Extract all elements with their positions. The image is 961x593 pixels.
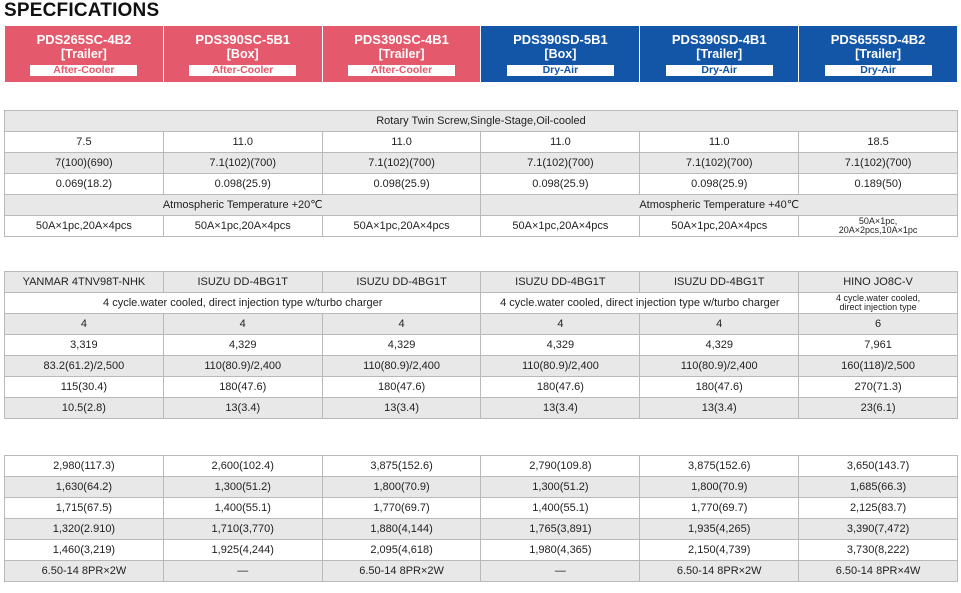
table-cell: 110(80.9)/2,400 <box>322 356 481 377</box>
table-cell: 50A×1pc,20A×4pcs <box>322 216 481 237</box>
model-tag: Dry-Air <box>666 65 773 76</box>
model-header-1 <box>5 26 164 83</box>
table-cell: 270(71.3) <box>799 377 958 398</box>
temp-left-cell: Atmospheric Temperature +20℃ <box>5 195 481 216</box>
model-tag: After-Cooler <box>348 65 455 76</box>
table-cell: 7,961 <box>799 335 958 356</box>
table-cell: 1,400(55.1) <box>163 498 322 519</box>
table-cell: 180(47.6) <box>322 377 481 398</box>
model-header-4 <box>481 26 640 83</box>
table-cell: 0.189(50) <box>799 174 958 195</box>
table-cell: 1,770(69.7) <box>322 498 481 519</box>
table-cell: 1,715(67.5) <box>5 498 164 519</box>
model-tag: Dry-Air <box>825 65 932 76</box>
table-cell: 7.1(102)(700) <box>799 153 958 174</box>
table-cell: 6.50-14 8PR×2W <box>322 561 481 582</box>
table-cell: 4 <box>5 314 164 335</box>
table-cell: 7.5 <box>5 132 164 153</box>
table-cell: 0.098(25.9) <box>163 174 322 195</box>
table-cell: 1,300(51.2) <box>163 477 322 498</box>
table-cell: 6 <box>799 314 958 335</box>
table-cell: 1,880(4,144) <box>322 519 481 540</box>
compressor-spec-table <box>4 110 958 237</box>
table-cell: 3,390(7,472) <box>799 519 958 540</box>
table-cell: ISUZU DD-4BG1T <box>163 272 322 293</box>
table-cell: 0.098(25.9) <box>640 174 799 195</box>
table-cell: 4 <box>322 314 481 335</box>
table-cell: 7(100)(690) <box>5 153 164 174</box>
model-header-5 <box>640 26 799 83</box>
table-cell: 115(30.4) <box>5 377 164 398</box>
table-cell: 1,400(55.1) <box>481 498 640 519</box>
table-cell: 4,329 <box>481 335 640 356</box>
table-cell: 2,095(4,618) <box>322 540 481 561</box>
table-cell: 1,300(51.2) <box>481 477 640 498</box>
table-cell: 1,320(2.910) <box>5 519 164 540</box>
cell-line: direct injection type <box>839 302 917 312</box>
model-type: [Trailer] <box>378 46 425 61</box>
table-cell: 50A×1pc,20A×4pcs <box>640 216 799 237</box>
dimensions-spec-table <box>4 455 958 582</box>
engine-type-right-cell: 4 cycle.water cooled, direct injection type w/turbo charger <box>481 293 799 314</box>
table-cell: 2,125(83.7) <box>799 498 958 519</box>
model-header-2 <box>163 26 322 83</box>
table-cell: 110(80.9)/2,400 <box>640 356 799 377</box>
table-cell <box>799 293 958 314</box>
table-cell: 1,980(4,365) <box>481 540 640 561</box>
table-cell: 2,790(109.8) <box>481 456 640 477</box>
model-tag: Dry-Air <box>507 65 614 76</box>
table-cell: 0.069(18.2) <box>5 174 164 195</box>
table-cell: 13(3.4) <box>640 398 799 419</box>
table-cell: 4 <box>163 314 322 335</box>
table-cell: 6.50-14 8PR×4W <box>799 561 958 582</box>
table-cell: YANMAR 4TNV98T-NHK <box>5 272 164 293</box>
table-cell: 10.5(2.8) <box>5 398 164 419</box>
table-cell: 1,630(64.2) <box>5 477 164 498</box>
model-name: PDS390SD-4B1 <box>671 31 767 47</box>
table-cell: 160(118)/2,500 <box>799 356 958 377</box>
model-name: PDS390SC-4B1 <box>354 31 449 47</box>
model-type: [Trailer] <box>60 46 107 61</box>
table-cell: HINO JO8C-V <box>799 272 958 293</box>
table-cell: 0.098(25.9) <box>481 174 640 195</box>
table-cell: 11.0 <box>481 132 640 153</box>
model-header-table <box>4 25 958 83</box>
cell-line: 4 cycle.water cooled, <box>836 293 921 303</box>
table-cell: 1,710(3,770) <box>163 519 322 540</box>
table-cell: 1,770(69.7) <box>640 498 799 519</box>
table-cell: 2,980(117.3) <box>5 456 164 477</box>
table-cell <box>799 216 958 237</box>
table-cell: 180(47.6) <box>163 377 322 398</box>
model-name: PDS390SC-5B1 <box>195 31 291 47</box>
table-cell: 13(3.4) <box>481 398 640 419</box>
table-cell: 1,460(3,219) <box>5 540 164 561</box>
cell-line: 20A×2pcs,10A×1pc <box>838 225 918 235</box>
compressor-type-cell: Rotary Twin Screw,Single-Stage,Oil-cooled <box>5 111 958 132</box>
table-cell: 7.1(102)(700) <box>640 153 799 174</box>
table-cell: 3,730(8,222) <box>799 540 958 561</box>
model-name: PDS655SD-4B2 <box>830 31 926 47</box>
temp-right-cell: Atmospheric Temperature +40℃ <box>481 195 958 216</box>
page-title: SPECFICATIONS <box>4 0 160 21</box>
table-cell: 110(80.9)/2,400 <box>163 356 322 377</box>
table-cell: 11.0 <box>163 132 322 153</box>
model-tag: After-Cooler <box>189 65 296 76</box>
table-cell: — <box>163 561 322 582</box>
table-cell: 7.1(102)(700) <box>322 153 481 174</box>
cell-line: 50A×1pc, <box>858 216 898 226</box>
table-cell: 1,800(70.9) <box>322 477 481 498</box>
table-cell: 180(47.6) <box>640 377 799 398</box>
table-cell: 180(47.6) <box>481 377 640 398</box>
table-cell: 50A×1pc,20A×4pcs <box>163 216 322 237</box>
table-cell: 4,329 <box>640 335 799 356</box>
table-cell: 3,319 <box>5 335 164 356</box>
table-cell: 1,800(70.9) <box>640 477 799 498</box>
model-type: [Box] <box>544 46 577 61</box>
model-header-3 <box>322 26 481 83</box>
table-cell: 3,875(152.6) <box>322 456 481 477</box>
table-cell: 7.1(102)(700) <box>481 153 640 174</box>
table-cell: 11.0 <box>322 132 481 153</box>
table-cell: ISUZU DD-4BG1T <box>640 272 799 293</box>
table-cell: 13(3.4) <box>163 398 322 419</box>
model-name: PDS265SC-4B2 <box>36 31 132 47</box>
model-type: [Box] <box>226 46 259 61</box>
table-cell: 2,150(4,739) <box>640 540 799 561</box>
model-type: [Trailer] <box>855 46 901 61</box>
table-cell: 1,925(4,244) <box>163 540 322 561</box>
table-cell: 110(80.9)/2,400 <box>481 356 640 377</box>
table-cell: 4,329 <box>163 335 322 356</box>
table-cell: 50A×1pc,20A×4pcs <box>481 216 640 237</box>
model-header-6 <box>799 26 958 83</box>
table-cell: — <box>481 561 640 582</box>
table-cell: 18.5 <box>799 132 958 153</box>
table-cell: 6.50-14 8PR×2W <box>5 561 164 582</box>
table-cell: 13(3.4) <box>322 398 481 419</box>
table-cell: 4 <box>640 314 799 335</box>
table-cell: 1,685(66.3) <box>799 477 958 498</box>
model-type: [Trailer] <box>696 46 743 61</box>
table-cell: 6.50-14 8PR×2W <box>640 561 799 582</box>
table-cell: 11.0 <box>640 132 799 153</box>
table-cell: 4,329 <box>322 335 481 356</box>
table-cell: 3,875(152.6) <box>640 456 799 477</box>
table-cell: 50A×1pc,20A×4pcs <box>5 216 164 237</box>
table-cell: 3,650(143.7) <box>799 456 958 477</box>
table-cell: 83.2(61.2)/2,500 <box>5 356 164 377</box>
table-cell: ISUZU DD-4BG1T <box>481 272 640 293</box>
model-tag: After-Cooler <box>30 65 137 76</box>
table-cell: 0.098(25.9) <box>322 174 481 195</box>
table-cell: 2,600(102.4) <box>163 456 322 477</box>
engine-spec-table <box>4 271 958 419</box>
table-cell: 7.1(102)(700) <box>163 153 322 174</box>
table-cell: 23(6.1) <box>799 398 958 419</box>
model-name: PDS390SD-5B1 <box>513 31 608 47</box>
table-cell: ISUZU DD-4BG1T <box>322 272 481 293</box>
table-cell: 1,765(3,891) <box>481 519 640 540</box>
table-cell: 1,935(4,265) <box>640 519 799 540</box>
table-cell: 4 <box>481 314 640 335</box>
engine-type-left-cell: 4 cycle.water cooled, direct injection type w/turbo charger <box>5 293 481 314</box>
